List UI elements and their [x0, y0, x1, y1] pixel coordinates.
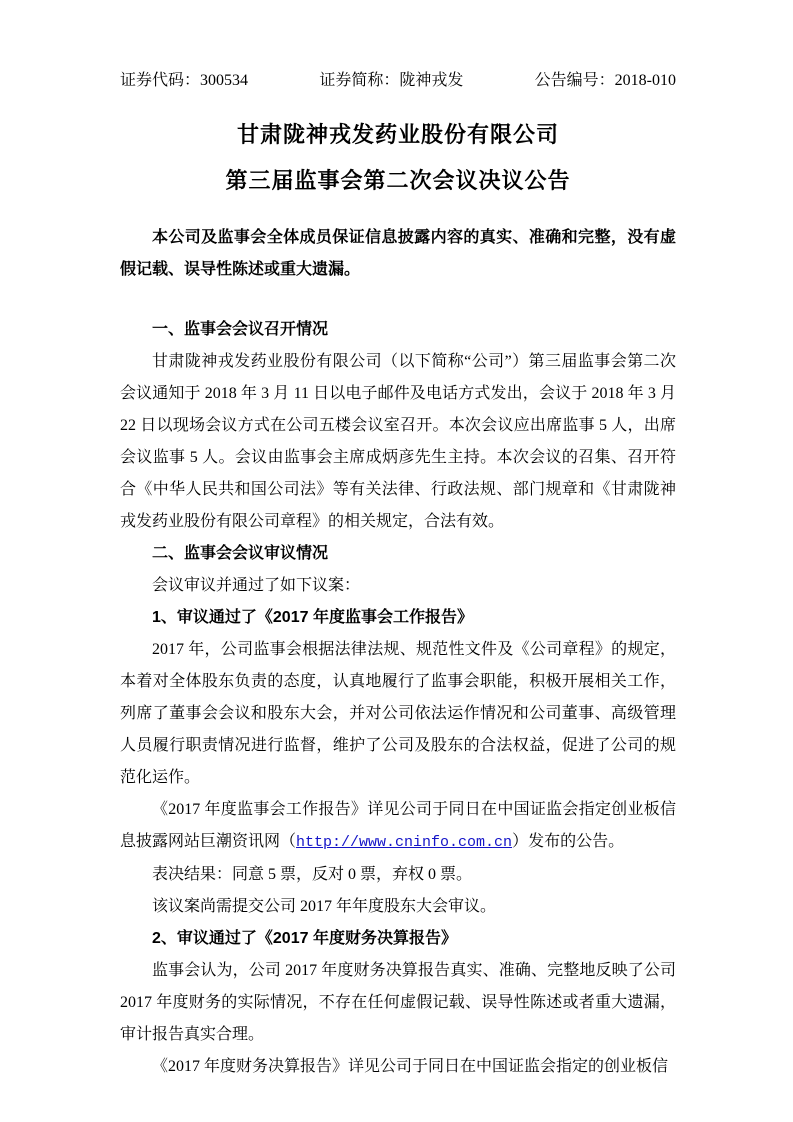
announcement-title: 第三届监事会第二次会议决议公告	[225, 168, 571, 193]
cninfo-link[interactable]: http://www.cninfo.com.cn	[296, 834, 513, 851]
item2-paragraph1: 监事会认为，公司 2017 年度财务决算报告真实、准确、完整地反映了公司 2017 年度财务的实际情况，不存在任何虚假记载、误导性陈述或者重大遗漏， 审计报告真实合理。	[120, 962, 676, 1043]
company-title: 甘肃陇神戎发药业股份有限公司	[236, 122, 559, 147]
section2-intro: 会议审议并通过了如下议案：	[152, 577, 361, 594]
item1-heading: 1、审议通过了《2017 年度监事会工作报告》	[152, 609, 473, 626]
item1-paragraph2-before-link: 《2017 年度监事会工作报告》详见公司于同日在中国证监会指定创业板信息披露网站巨潮资讯网（	[120, 801, 676, 850]
announcement-number: 公告编号：2018-010	[534, 72, 676, 89]
item1-paragraph2-after-link: ）发布的公告。	[512, 833, 625, 850]
disclaimer-paragraph: 本公司及监事会全体成员保证信息披露内容的真实、准确和完整，没有虚假记载、误导性陈述或重大遗漏。	[120, 229, 676, 278]
item1-note: 该议案尚需提交公司 2017 年年度股东大会审议。	[152, 898, 497, 915]
item1-paragraph2	[120, 794, 676, 859]
item1-vote-result: 表决结果：同意 5 票，反对 0 票，弃权 0 票。	[152, 866, 473, 883]
stock-code: 证券代码：300534	[120, 72, 249, 89]
section-gap	[120, 286, 676, 314]
section2-heading: 二、监事会会议审议情况	[152, 545, 329, 562]
section1-heading: 一、监事会会议召开情况	[152, 321, 329, 338]
item2-paragraph2: 《2017 年度财务决算报告》详见公司于同日在中国证监会指定的创业板信	[152, 1058, 669, 1075]
stock-name: 证券简称：陇神戎发	[319, 72, 464, 89]
item2-heading: 2、审议通过了《2017 年度财务决算报告》	[152, 930, 457, 947]
section1-paragraph: 甘肃陇神戎发药业股份有限公司（以下简称“公司”）第三届监事会第二次会议通知于 2018 年 3 月 11 日以电子邮件及电话方式发出，会议于 2018 年 3 月 22 日以现场会议方式在公司五楼会议室召开。本次会议应出席监事 5 人，出席会议监事 5 人。会议由监事会主席成炳彦先生主持。本次会议的召集、召开符合《中华人民共和国公司法》等有关法律、行政法规、部门规章和《甘肃陇神戎发药业股份有限公司章程》的相关规定，合法有效。	[120, 353, 676, 530]
item1-paragraph1: 2017 年，公司监事会根据法律法规、规范性文件及《公司章程》的规定， 本着对全体股东负责的态度，认真地履行了监事会职能，积极开展相关工作，列席了董事会会议和股东大会，并对公司依法运作情况和公司董事、高级管理人员履行职责情况进行监督，维护了公司及股东的合法权益，促进了公司的规范化运作。	[120, 641, 676, 786]
document-header	[120, 68, 676, 94]
